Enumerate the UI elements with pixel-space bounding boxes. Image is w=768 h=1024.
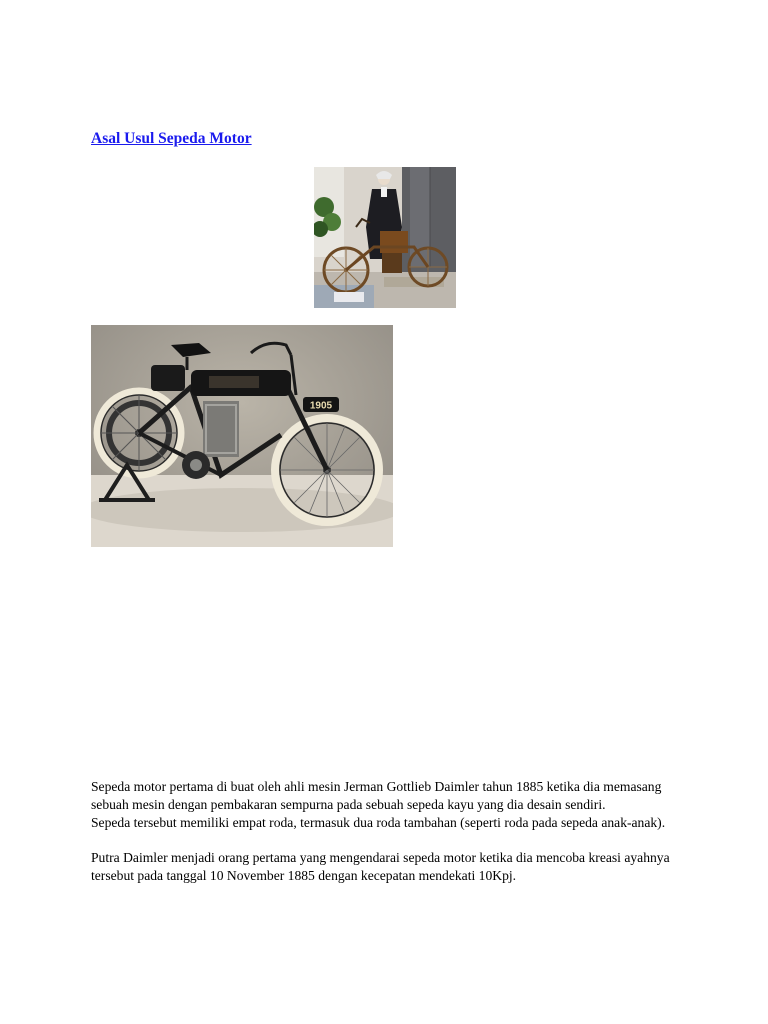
- paragraph: Putra Daimler menjadi orang pertama yang mengendarai sepeda motor ketika dia mencoba kreasi ayahnya tersebut pada tanggal 10 November 1885 dengan kecepatan mendekati 10Kpj.: [91, 850, 670, 883]
- paragraph: Sepeda tersebut memiliki empat roda, termasuk dua roda tambahan (seperti roda pada sepeda anak-anak).: [91, 814, 666, 830]
- license-plate-text: 1905: [309, 400, 333, 412]
- body-text: [91, 778, 701, 885]
- vintage-motorcycle-photo: [91, 325, 393, 547]
- paragraph: Sepeda motor pertama di buat oleh ahli mesin Jerman Gottlieb Daimler tahun 1885 ketika dia memasang sebuah mesin dengan pembakaran sempurna pada sebuah sepeda kayu yang dia desain sendiri.: [91, 779, 662, 812]
- paragraph-gap: [91, 831, 701, 849]
- title-link[interactable]: Asal Usul Sepeda Motor: [91, 130, 252, 147]
- daimler-motorcycle-photo: [314, 167, 456, 308]
